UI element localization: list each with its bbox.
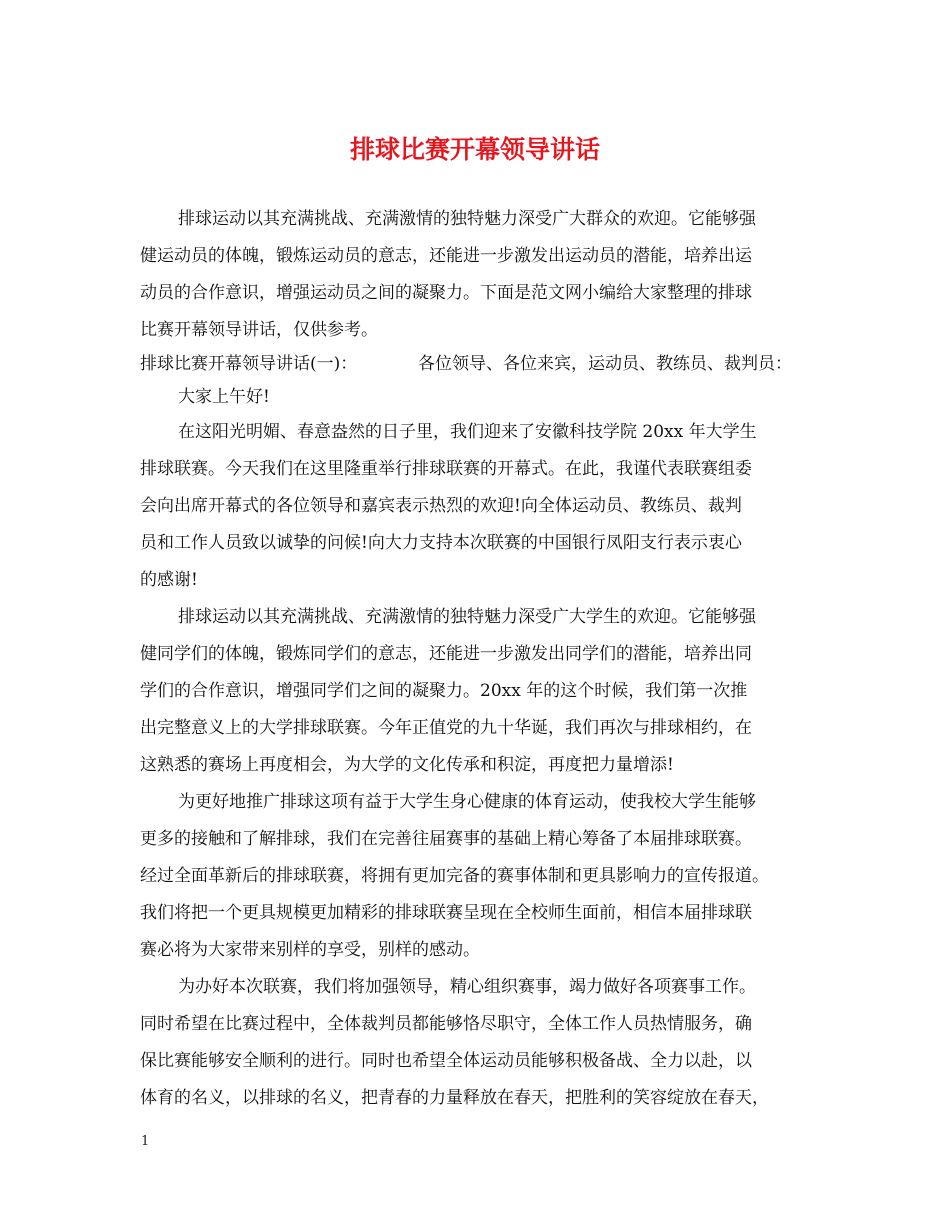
body-line: 这熟悉的赛场上再度相会，为大学的文化传承和积淀，再度把力量增添!: [140, 755, 674, 775]
body-line: 保比赛能够安全顺利的进行。同时也希望全体运动员能够积极备战、全力以赴，以: [140, 1051, 752, 1071]
body-line: 为办好本次联赛，我们将加强领导，精心组织赛事，竭力做好各项赛事工作。: [178, 977, 756, 997]
document-title: 排球比赛开幕领导讲话: [349, 135, 600, 164]
page-number: 1: [141, 1134, 150, 1149]
greeting-line: 大家上午好!: [178, 387, 270, 407]
body-line: 健运动员的体魄，锻炼运动员的意志，还能进一步激发出运动员的潜能，培养出运: [140, 246, 752, 266]
body-line: 出完整意义上的大学排球联赛。今年正值党的九十华诞，我们再次与排球相约，在: [140, 718, 752, 738]
body-line: 体育的名义，以排球的名义，把青春的力量释放在春天，把胜利的笑容绽放在春天，: [140, 1088, 769, 1108]
body-line: 排球运动以其充满挑战、充满激情的独特魅力深受广大学生的欢迎。它能够强: [178, 607, 756, 627]
body-line: 动员的合作意识，增强运动员之间的凝聚力。下面是范文网小编给大家整理的排球: [140, 283, 752, 303]
salutation: 各位领导、各位来宾，运动员、教练员、裁判员：: [418, 354, 792, 374]
body-line: 健同学们的体魄，锻炼同学们的意志，还能进一步激发出同学们的潜能，培养出同: [140, 644, 752, 664]
body-line: 更多的接触和了解排球，我们在完善往届赛事的基础上精心筹备了本届排球联赛。: [140, 829, 752, 849]
body-line: 同时希望在比赛过程中，全体裁判员都能够恪尽职守，全体工作人员热情服务，确: [140, 1014, 752, 1034]
body-line: 会向出席开幕式的各位领导和嘉宾表示热烈的欢迎!向全体运动员、教练员、裁判: [140, 496, 742, 516]
body-line: 学们的合作意识，增强同学们之间的凝聚力。20xx 年的这个时候，我们第一次推: [140, 681, 748, 701]
section-heading: 排球比赛开幕领导讲话(一)：: [140, 354, 358, 374]
body-line: 在这阳光明媚、春意盎然的日子里，我们迎来了安徽科技学院 20xx 年大学生: [178, 422, 757, 442]
body-line: 为更好地推广排球这项有益于大学生身心健康的体育运动，使我校大学生能够: [178, 792, 756, 812]
body-line: 的感谢!: [140, 570, 198, 590]
body-line: 经过全面革新后的排球联赛，将拥有更加完备的赛事体制和更具影响力的宣传报道。: [140, 866, 769, 886]
body-line: 赛必将为大家带来别样的享受，别样的感动。: [140, 940, 480, 960]
body-line: 比赛开幕领导讲话，仅供参考。: [140, 320, 378, 340]
body-line: 排球联赛。今天我们在这里隆重举行排球联赛的开幕式。在此，我谨代表联赛组委: [140, 459, 752, 479]
body-line: 我们将把一个更具规模更加精彩的排球联赛呈现在全校师生面前，相信本届排球联: [140, 903, 752, 923]
body-line: 排球运动以其充满挑战、充满激情的独特魅力深受广大群众的欢迎。它能够强: [178, 209, 756, 229]
body-line: 员和工作人员致以诚挚的问候!向大力支持本次联赛的中国银行凤阳支行表示衷心: [140, 533, 742, 553]
